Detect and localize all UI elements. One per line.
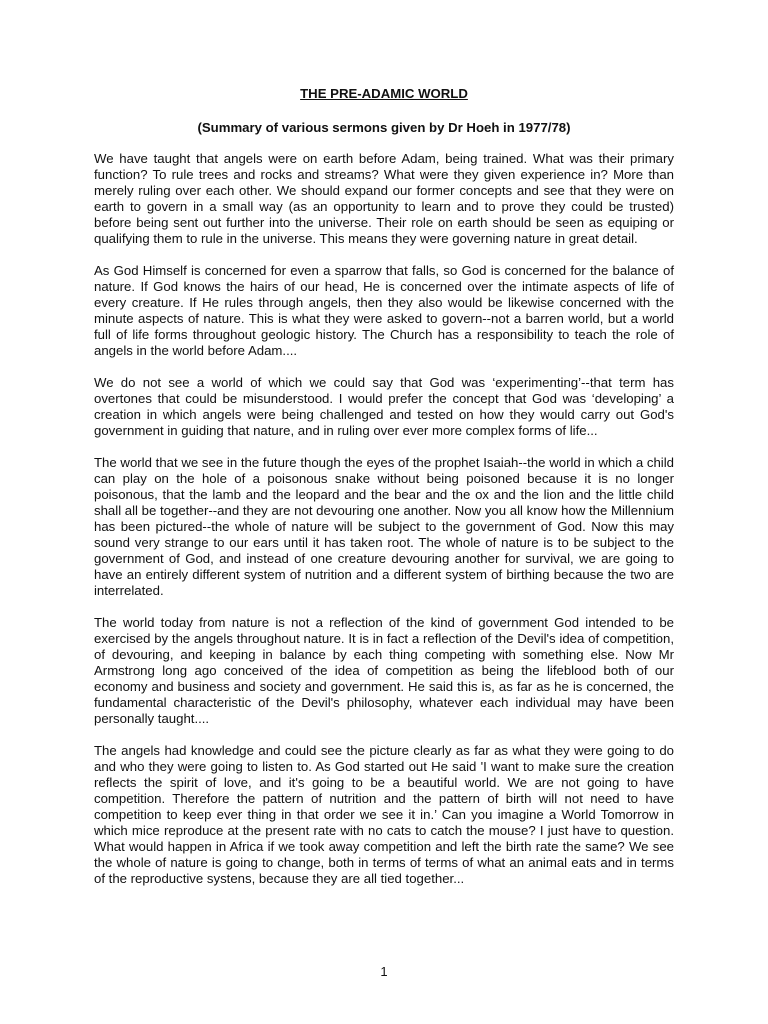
- paragraph-5: The world today from nature is not a reflection of the kind of government God intended to be exercised by the angels throughout nature. It is in fact a reflection of the Devil's idea of competition, of devouring, and keeping in balance by each thing competing with something else. Now Mr Armstrong long ago conceived of the idea of competition as being the lifeblood both of our economy and business and society and government. He said this is, as far as he is concerned, the fundamental characteristic of the Devil's philosophy, whatever each individual may have been personally taught....: [94, 615, 674, 726]
- paragraph-1: We have taught that angels were on earth before Adam, being trained. What was their primary function? To rule trees and rocks and streams? What were they given experience in? More than merely ruling over each other. We should expand our former concepts and see that they were on earth to govern in a small way (as an opportunity to learn and to prove they could be trusted) before being sent out further into the universe. Their role on earth should be seen as equiping or qualifying them to rule in the universe. This means they were governing nature in great detail.: [94, 151, 674, 246]
- paragraph-6: The angels had knowledge and could see the picture clearly as far as what they were going to do and who they were going to listen to. As God started out He said 'I want to make sure the creation reflects the spirit of love, and it's going to be a beautiful world. We are not going to have competition. Therefore the pattern of nutrition and the pattern of birth will not need to have competition to keep ever thing in that order we see it in.’ Can you imagine a World Tomorrow in which mice reproduce at the present rate with no cats to catch the mouse? I just have to question. What would happen in Africa if we took away competition and left the birth rate the same? We see the whole of nature is going to change, both in terms of terms of what an animal eats and in terms of the reproductive systens, because they are all tied together...: [94, 743, 674, 886]
- document-subtitle: (Summary of various sermons given by Dr Hoeh in 1977/78): [197, 120, 571, 135]
- paragraph-4: The world that we see in the future though the eyes of the prophet Isaiah--the world in which a child can play on the hole of a poisonous snake without being poisoned because it is no longer poisonous, that the lamb and the leopard and the bear and the ox and the lion and the little child shall all be together--and they are not devouring one another. Now you all know how the Millennium has been pictured--the whole of nature will be subject to the government of God. Now this may sound very strange to our ears until it has taken root. The whole of nature is to be subject to the government of God, and instead of one creature devouring another for survival, we are going to have an entirely different system of nutrition and a different system of birthing because the two are interrelated.: [94, 455, 674, 598]
- page-number: 1: [380, 964, 388, 979]
- paragraph-3: We do not see a world of which we could say that God was ‘experimenting’--that term has overtones that could be misunderstood. I would prefer the concept that God was ‘developing’ a creation in which angels were being challenged and tested on how they would carry out God's government in guiding that nature, and in ruling over ever more complex forms of life...: [94, 375, 674, 438]
- paragraph-2: As God Himself is concerned for even a sparrow that falls, so God is concerned for the balance of nature. If God knows the hairs of our head, He is concerned over the intimate aspects of life of every creature. If He rules through angels, then they also would be likewise concerned with the minute aspects of nature. This is what they were asked to govern--not a barren world, but a world full of life forms throughout geologic history. The Church has a responsibility to teach the role of angels in the world before Adam....: [94, 263, 674, 358]
- document-page: [94, 86, 674, 903]
- document-title: THE PRE-ADAMIC WORLD: [300, 86, 468, 101]
